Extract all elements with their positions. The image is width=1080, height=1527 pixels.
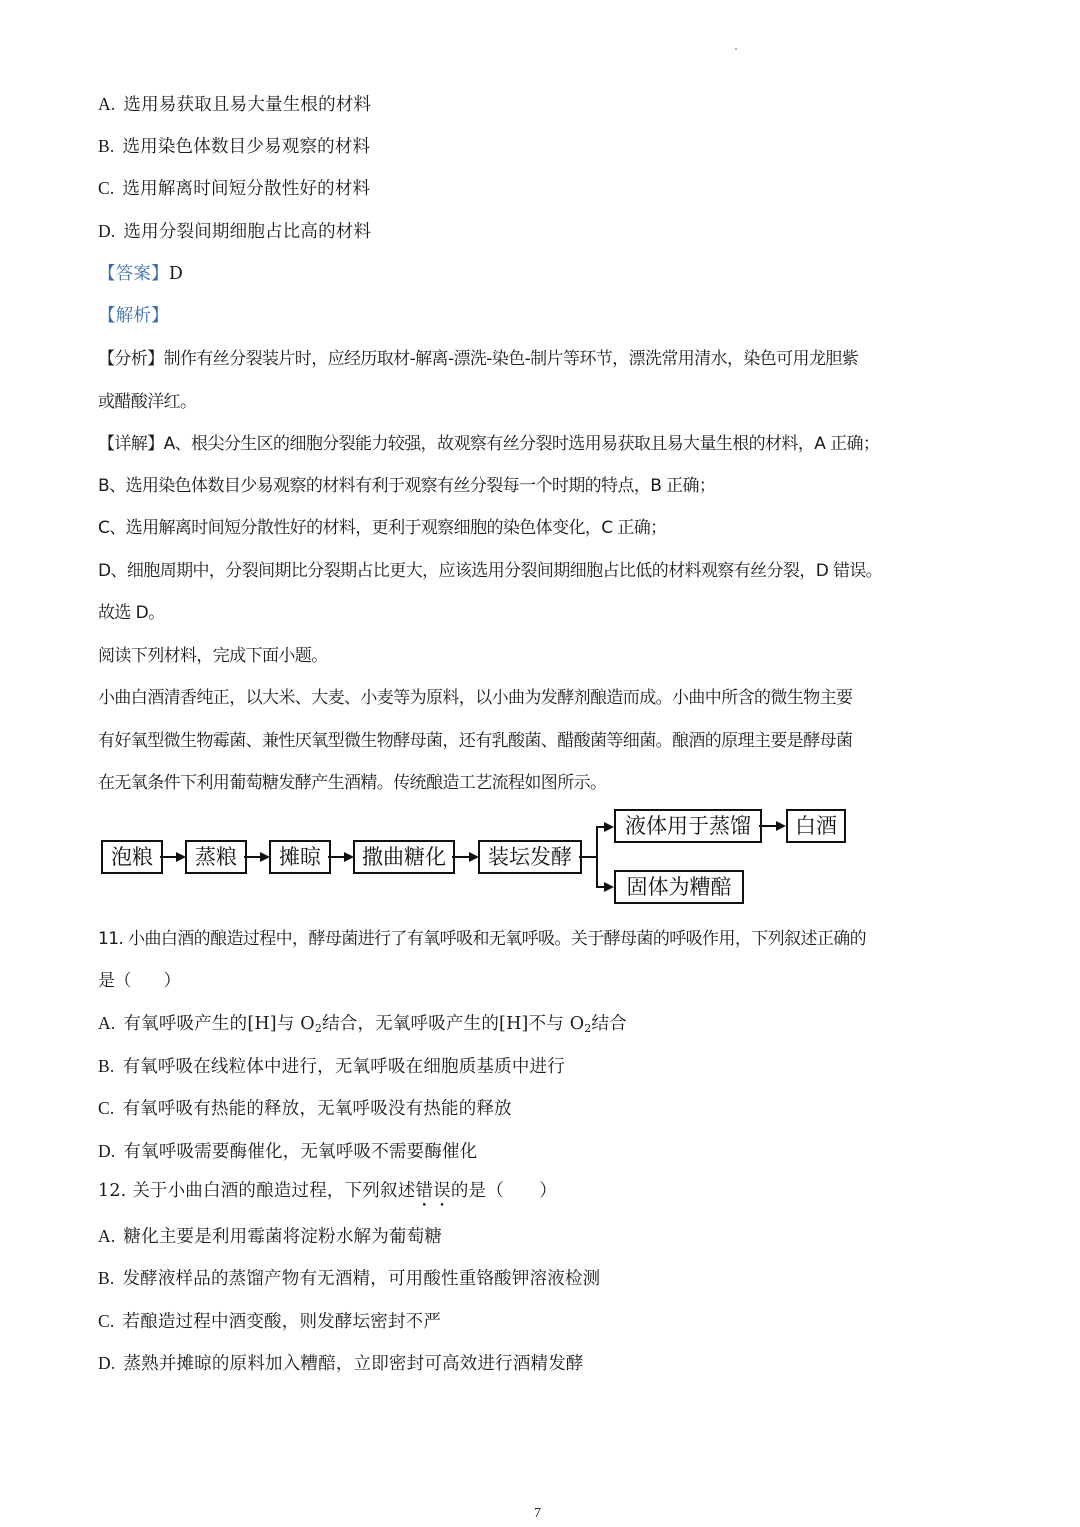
flow-step-distill: 液体用于蒸馏 — [614, 809, 762, 843]
prev-option-a — [98, 92, 371, 117]
flow-step-saccharify: 撒曲糖化 — [353, 840, 455, 874]
material-line-1: 小曲白酒清香纯正，以大米、大麦、小麦等为原料，以小曲为发酵剂酿造而成。小曲中所含的微生物主要 — [98, 688, 853, 708]
option-letter: B. — [98, 1056, 115, 1076]
q12-option-c[interactable] — [98, 1309, 441, 1334]
analysis-heading — [98, 304, 169, 328]
q11-option-c[interactable] — [98, 1096, 512, 1121]
option-text: 选用分裂间期细胞占比高的材料 — [123, 222, 372, 242]
option-text: 有氧呼吸需要酶催化，无氧呼吸不需要酶催化 — [123, 1142, 478, 1162]
arrow-right-icon — [604, 822, 614, 832]
option-text: 选用染色体数目少易观察的材料 — [122, 137, 371, 157]
option-letter: C. — [98, 178, 115, 198]
xiangjie-text: B、选用染色体数目少易观察的材料有利于观察有丝分裂每一个时期的特点，B 正确； — [98, 476, 716, 496]
answer-line — [98, 262, 183, 286]
flow-connector — [596, 826, 608, 828]
option-text: 糖化主要是利用霉菌将淀粉水解为葡萄糖 — [123, 1227, 443, 1247]
xiangjie-line-5 — [98, 601, 165, 625]
xiangjie-line-1 — [98, 432, 879, 456]
flow-branch-line — [596, 826, 598, 888]
option-text: 选用易获取且易大量生根的材料 — [123, 95, 372, 115]
prev-option-b — [98, 134, 370, 159]
fenxi-text: 或醋酸洋红。 — [98, 392, 197, 412]
option-text: 选用解离时间短分散性好的材料 — [122, 179, 371, 199]
q12-emphasis: 错误 — [415, 1181, 451, 1201]
flow-step-soak: 泡粮 — [101, 840, 163, 874]
analysis-label: 【解析】 — [98, 306, 169, 326]
q12-stem-text: 12. 关于小曲白酒的酿造过程，下列叙述 — [98, 1181, 416, 1201]
subscript: 2 — [314, 1022, 323, 1035]
xiangjie-line-2 — [98, 474, 715, 498]
xiangjie-label: 【详解】 — [98, 434, 164, 454]
prev-option-c — [98, 176, 370, 201]
option-letter: A. — [98, 94, 116, 114]
q12-stem-text: 的是（ ） — [450, 1181, 558, 1201]
q12-option-a[interactable] — [98, 1224, 442, 1249]
option-text: 发酵液样品的蒸馏产物有无酒精，可用酸性重铬酸钾溶液检测 — [122, 1269, 601, 1289]
prev-option-d — [98, 219, 371, 244]
q11-option-b[interactable] — [98, 1054, 565, 1079]
flow-connector — [596, 886, 608, 888]
q11-option-d[interactable] — [98, 1139, 477, 1164]
option-text: 有氧呼吸产生的[H]与 O — [123, 1014, 315, 1034]
xiangjie-text: 故选 D。 — [98, 603, 165, 623]
option-letter: D. — [98, 1141, 116, 1161]
xiangjie-text: A、根尖分生区的细胞分裂能力较强，故观察有丝分裂时选用易获取且易大量生根的材料，A 正确； — [163, 434, 880, 454]
option-text: 结合，无氧呼吸产生的[H]不与 O — [322, 1014, 585, 1034]
option-text: 结合 — [591, 1014, 627, 1034]
answer-value: D — [168, 264, 184, 284]
arrow-right-icon — [604, 882, 614, 892]
flow-result-baijiu: 白酒 — [786, 809, 846, 843]
fenxi-text: 制作有丝分裂装片时，应经历取材-解离-漂洗-染色-制片等环节，漂洗常用清水，染色可用龙胆紫 — [163, 349, 859, 369]
fenxi-label: 【分析】 — [98, 349, 164, 369]
option-letter: A. — [98, 1013, 116, 1033]
page-number: 7 — [534, 1506, 541, 1521]
option-letter: B. — [98, 136, 115, 156]
option-letter: D. — [98, 221, 116, 241]
q12-stem — [98, 1179, 557, 1211]
xiangjie-text: C、选用解离时间短分散性好的材料，更利于观察细胞的染色体变化，C 正确； — [98, 518, 667, 538]
option-letter: C. — [98, 1311, 115, 1331]
stray-dot — [735, 48, 737, 50]
option-text: 若酿造过程中酒变酸，则发酵坛密封不严 — [122, 1312, 442, 1332]
flow-step-steam: 蒸粮 — [185, 840, 247, 874]
flow-connector — [452, 856, 472, 858]
material-line-2: 有好氧型微生物霉菌、兼性厌氧型微生物酵母菌，还有乳酸菌、醋酸菌等细菌。酿酒的原理主要是酵母菌 — [98, 731, 853, 751]
arrow-right-icon — [776, 821, 786, 831]
q12-option-b[interactable] — [98, 1266, 600, 1291]
q12-option-d[interactable] — [98, 1351, 584, 1376]
q11-stem-2: 是（ ） — [98, 971, 180, 991]
option-letter: A. — [98, 1226, 116, 1246]
option-letter: C. — [98, 1098, 115, 1118]
option-text: 有氧呼吸在线粒体中进行，无氧呼吸在细胞质基质中进行 — [122, 1057, 565, 1077]
subscript: 2 — [584, 1022, 592, 1035]
option-letter: D. — [98, 1353, 116, 1373]
xiangjie-line-4 — [98, 559, 882, 583]
option-text: 有氧呼吸有热能的释放，无氧呼吸没有热能的释放 — [122, 1099, 512, 1119]
flow-step-cool: 摊晾 — [269, 840, 331, 874]
answer-label: 【答案】 — [98, 264, 169, 284]
option-text: 蒸熟并摊晾的原料加入糟醅，立即密封可高效进行酒精发酵 — [123, 1354, 584, 1374]
q11-option-a[interactable] — [98, 1011, 627, 1041]
fenxi-line-1 — [98, 347, 858, 371]
material-line-3: 在无氧条件下利用葡萄糖发酵产生酒精。传统酿造工艺流程如图所示。 — [98, 773, 607, 793]
q11-stem-1: 11. 小曲白酒的酿造过程中，酵母菌进行了有氧呼吸和无氧呼吸。关于酵母菌的呼吸作用，下列叙述正确的 — [98, 929, 867, 949]
option-letter: B. — [98, 1268, 115, 1288]
fenxi-line-2 — [98, 390, 196, 414]
flow-step-residue: 固体为糟醅 — [614, 870, 744, 904]
flow-step-ferment: 装坛发酵 — [478, 840, 582, 874]
flow-connector — [759, 825, 779, 827]
xiangjie-text: D、细胞周期中，分裂间期比分裂期占比更大，应该选用分裂间期细胞占比低的材料观察有丝分裂，D 错误。 — [98, 561, 883, 581]
material-intro: 阅读下列材料，完成下面小题。 — [98, 646, 328, 666]
xiangjie-line-3 — [98, 516, 667, 540]
